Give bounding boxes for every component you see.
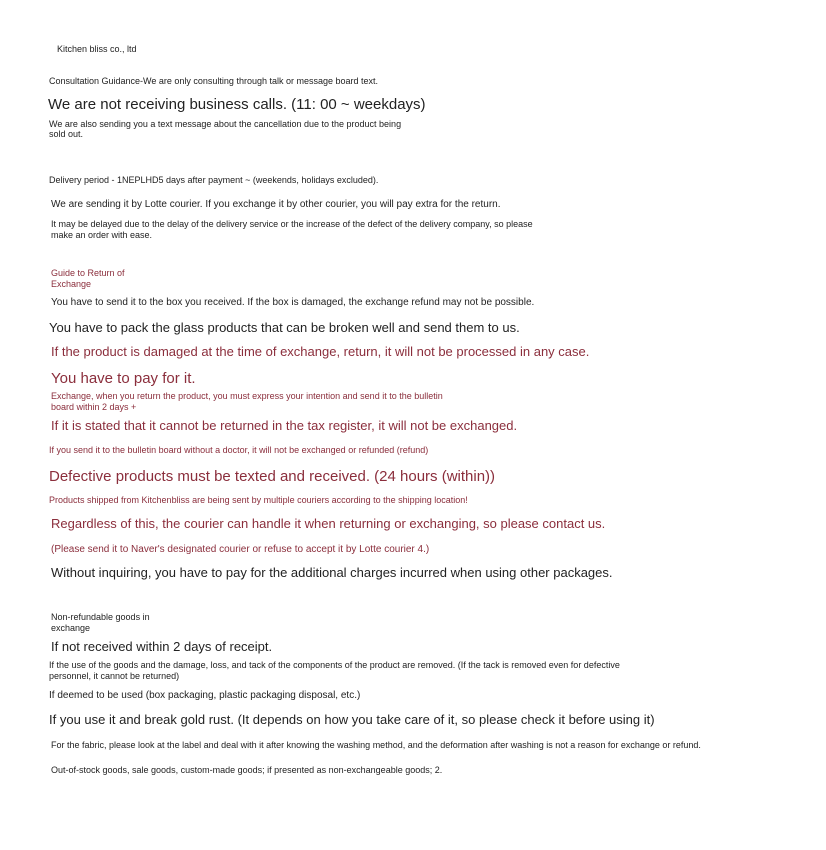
delivery-period: Delivery period - 1NEPLHD5 days after payment ~ (weekends, holidays excluded).	[49, 175, 379, 185]
naver-courier-notice: (Please send it to Naver's designated courier or refuse to accept it by Lotte courier 4.)	[51, 544, 430, 555]
tax-register-notice: If it is stated that it cannot be returned in the tax register, it will not be exchanged.	[51, 418, 518, 433]
consultation-guidance: Consultation Guidance-We are only consulting through talk or message board text.	[49, 76, 379, 86]
non-refundable-heading-line2: exchange	[51, 623, 91, 633]
bulletin-board-notice: If you send it to the bulletin board without a doctor, it will not be exchanged or refunded (refund)	[49, 445, 429, 455]
pay-notice: You have to pay for it.	[51, 370, 196, 387]
glass-packing-notice: You have to pack the glass products that can be broken well and send them to us.	[49, 320, 520, 335]
return-guide-heading-line1: Guide to Return of	[51, 268, 125, 278]
no-business-calls: We are not receiving business calls. (11: 00 ~ weekdays)	[48, 96, 426, 113]
return-guide-heading-line2: Exchange	[51, 279, 92, 289]
defective-products-notice: Defective products must be texted and received. (24 hours (within))	[49, 468, 496, 485]
delay-notice-line1: It may be delayed due to the delay of the delivery service or the increase of the defect of the delivery company, so please	[51, 219, 533, 229]
contact-us-notice: Regardless of this, the courier can handle it when returning or exchanging, so please contact us.	[51, 516, 606, 531]
gold-rust-notice: If you use it and break gold rust. (It depends on how you take care of it, so please check it before using it)	[49, 712, 655, 727]
non-refundable-heading-line1: Non-refundable goods in	[51, 612, 150, 622]
used-goods-notice: If deemed to be used (box packaging, plastic packaging disposal, etc.)	[49, 690, 361, 701]
multiple-couriers-notice: Products shipped from Kitchenbliss are being sent by multiple couriers according to the shipping location!	[49, 495, 468, 505]
fabric-notice: For the fabric, please look at the label and deal with it after knowing the washing method, and the deformation after washing is not a reason for exchange or refund.	[51, 740, 701, 750]
components-notice-line2: personnel, it cannot be returned)	[49, 671, 180, 681]
additional-charges-notice: Without inquiring, you have to pay for the additional charges incurred when using other packages.	[51, 565, 613, 580]
box-notice: You have to send it to the box you received. If the box is damaged, the exchange refund may not be possible.	[51, 297, 535, 308]
delay-notice-line2: make an order with ease.	[51, 230, 153, 240]
damaged-product-notice: If the product is damaged at the time of exchange, return, it will not be processed in any case.	[51, 344, 590, 359]
sold-out-notice-line1: We are also sending you a text message about the cancellation due to the product being	[49, 119, 402, 129]
company-name: Kitchen bliss co., ltd	[57, 44, 137, 54]
intent-notice-line1: Exchange, when you return the product, you must express your intention and send it to the bulletin	[51, 391, 443, 401]
two-days-notice: If not received within 2 days of receipt.	[51, 639, 273, 654]
out-of-stock-notice: Out-of-stock goods, sale goods, custom-made goods; if presented as non-exchangeable goods; 2.	[51, 765, 443, 775]
lotte-courier-notice: We are sending it by Lotte courier. If you exchange it by other courier, you will pay extra for the return.	[51, 199, 501, 210]
intent-notice-line2: board within 2 days +	[51, 402, 137, 412]
sold-out-notice-line2: sold out.	[49, 129, 84, 139]
components-notice-line1: If the use of the goods and the damage, loss, and tack of the components of the product are removed. (If the tack is removed even for defective	[49, 660, 620, 670]
